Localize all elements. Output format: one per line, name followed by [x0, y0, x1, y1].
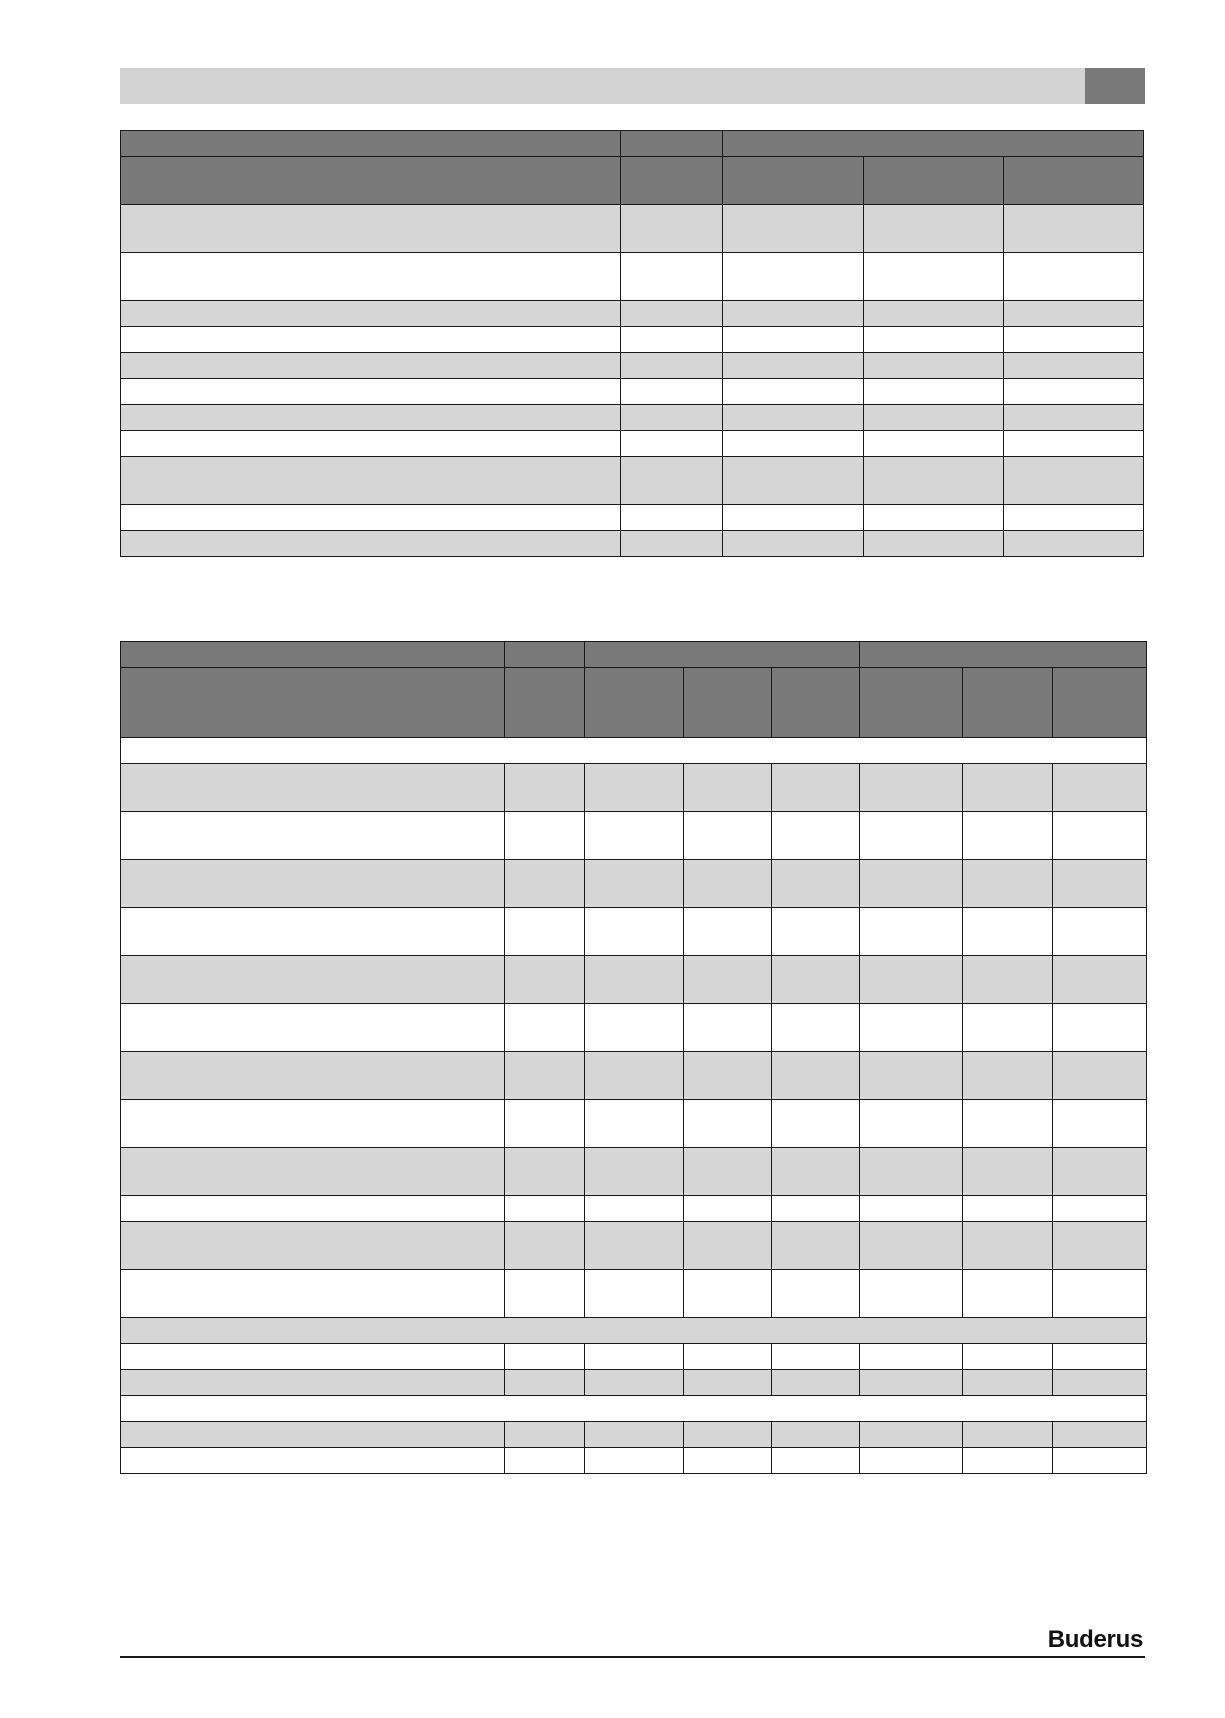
- page-header-bar: [120, 68, 1085, 104]
- table-cell: [585, 1422, 684, 1448]
- table-cell: [772, 1222, 860, 1270]
- table-cell: [621, 457, 723, 505]
- table-cell: [772, 1052, 860, 1100]
- table-cell: [863, 301, 1003, 327]
- table-cell: [121, 642, 505, 668]
- table-cell: [772, 1370, 860, 1396]
- table-cell: [121, 431, 621, 457]
- technical-data-table-2: [120, 641, 1147, 1474]
- table-cell: [963, 1222, 1053, 1270]
- table-cell: [1053, 956, 1147, 1004]
- table-cell: [772, 764, 860, 812]
- table-cell: [860, 1370, 963, 1396]
- table-cell: [585, 642, 860, 668]
- table-row: [121, 405, 1144, 431]
- table-cell: [121, 405, 621, 431]
- table-cell: [121, 131, 621, 157]
- table-cell: [121, 1222, 505, 1270]
- table-cell: [585, 1344, 684, 1370]
- table-cell: [621, 531, 723, 557]
- table-cell: [684, 1100, 772, 1148]
- table-cell: [723, 405, 863, 431]
- table-cell: [684, 812, 772, 860]
- table-cell: [505, 860, 585, 908]
- table-cell: [860, 1270, 963, 1318]
- table-row: [121, 1004, 1147, 1052]
- table-cell: [121, 327, 621, 353]
- table-cell: [684, 1148, 772, 1196]
- table-cell: [684, 908, 772, 956]
- table-cell: [505, 1004, 585, 1052]
- table-cell: [505, 668, 585, 738]
- table-cell: [723, 253, 863, 301]
- table-cell: [1053, 908, 1147, 956]
- table-cell: [1053, 1222, 1147, 1270]
- table-cell: [1053, 812, 1147, 860]
- table-cell: [585, 860, 684, 908]
- table-cell: [505, 1270, 585, 1318]
- table-cell: [723, 531, 863, 557]
- table-cell: [863, 405, 1003, 431]
- table-cell: [860, 1196, 963, 1222]
- table-row: [121, 668, 1147, 738]
- table-cell: [963, 1370, 1053, 1396]
- table-cell: [505, 764, 585, 812]
- table-row: [121, 908, 1147, 956]
- table-row: [121, 764, 1147, 812]
- table-cell: [121, 1148, 505, 1196]
- table-cell: [121, 908, 505, 956]
- table-cell: [1003, 531, 1143, 557]
- table-cell: [121, 1422, 505, 1448]
- table-cell: [1053, 668, 1147, 738]
- table-cell: [621, 157, 723, 205]
- table-row: [121, 431, 1144, 457]
- table-cell: [121, 1370, 505, 1396]
- table-cell: [121, 505, 621, 531]
- table-cell: [621, 353, 723, 379]
- table-cell: [963, 1196, 1053, 1222]
- table-row: [121, 1448, 1147, 1474]
- table-cell: [1003, 301, 1143, 327]
- table-cell: [963, 764, 1053, 812]
- table-cell: [1053, 1052, 1147, 1100]
- table-cell: [860, 1004, 963, 1052]
- table-cell: [772, 1422, 860, 1448]
- table-row: [121, 1370, 1147, 1396]
- table-cell: [772, 1448, 860, 1474]
- table-cell: [505, 642, 585, 668]
- table-cell: [863, 205, 1003, 253]
- table-cell: [772, 1148, 860, 1196]
- table-cell: [860, 668, 963, 738]
- table-cell: [772, 908, 860, 956]
- table-cell: [860, 1148, 963, 1196]
- table-cell: [1003, 353, 1143, 379]
- table-cell: [585, 908, 684, 956]
- table-cell: [121, 738, 1147, 764]
- table-row: [121, 457, 1144, 505]
- table-cell: [505, 1448, 585, 1474]
- table-cell: [121, 1318, 1147, 1344]
- footer-divider: [120, 1656, 1145, 1658]
- table-cell: [1003, 379, 1143, 405]
- table-cell: [860, 1422, 963, 1448]
- table-cell: [121, 157, 621, 205]
- table-cell: [684, 1344, 772, 1370]
- table-cell: [723, 431, 863, 457]
- table-cell: [121, 1448, 505, 1474]
- table-cell: [1003, 505, 1143, 531]
- table-cell: [585, 1148, 684, 1196]
- table-cell: [621, 327, 723, 353]
- table-cell: [684, 1196, 772, 1222]
- table-row: [121, 812, 1147, 860]
- table-row: [121, 1344, 1147, 1370]
- table-cell: [772, 860, 860, 908]
- table-cell: [585, 956, 684, 1004]
- table-cell: [772, 1196, 860, 1222]
- table-cell: [505, 1222, 585, 1270]
- table-cell: [121, 1052, 505, 1100]
- table-cell: [684, 764, 772, 812]
- table-row: [121, 1148, 1147, 1196]
- table-cell: [1053, 764, 1147, 812]
- table-cell: [772, 1004, 860, 1052]
- table-cell: [621, 301, 723, 327]
- table-cell: [1053, 1270, 1147, 1318]
- table-cell: [621, 405, 723, 431]
- table-cell: [963, 956, 1053, 1004]
- table-cell: [621, 379, 723, 405]
- table-cell: [963, 908, 1053, 956]
- table-cell: [860, 1052, 963, 1100]
- table-cell: [621, 505, 723, 531]
- table-cell: [772, 812, 860, 860]
- table-cell: [505, 1370, 585, 1396]
- table-cell: [121, 301, 621, 327]
- table-row: [121, 738, 1147, 764]
- table-cell: [684, 860, 772, 908]
- table-row: [121, 379, 1144, 405]
- table-cell: [772, 1344, 860, 1370]
- table-cell: [1053, 1448, 1147, 1474]
- table-cell: [684, 1004, 772, 1052]
- table-cell: [860, 764, 963, 812]
- table-cell: [963, 1270, 1053, 1318]
- table-row: [121, 1318, 1147, 1344]
- table-cell: [505, 1148, 585, 1196]
- table-cell: [585, 812, 684, 860]
- table-cell: [860, 1100, 963, 1148]
- table-cell: [121, 668, 505, 738]
- table-cell: [723, 379, 863, 405]
- table-cell: [1053, 1100, 1147, 1148]
- table-cell: [1053, 860, 1147, 908]
- table-cell: [684, 1270, 772, 1318]
- table-cell: [1003, 431, 1143, 457]
- table-cell: [1003, 457, 1143, 505]
- table-cell: [684, 1448, 772, 1474]
- table-cell: [963, 668, 1053, 738]
- table-cell: [863, 505, 1003, 531]
- table-cell: [863, 457, 1003, 505]
- technical-data-table-1: [120, 130, 1144, 557]
- table-cell: [860, 1448, 963, 1474]
- table-cell: [585, 1222, 684, 1270]
- table-cell: [963, 1422, 1053, 1448]
- table-cell: [121, 1396, 1147, 1422]
- table-cell: [723, 157, 863, 205]
- table-cell: [1003, 405, 1143, 431]
- table-row: [121, 1100, 1147, 1148]
- table-cell: [723, 457, 863, 505]
- table-row: [121, 1422, 1147, 1448]
- table-cell: [121, 205, 621, 253]
- table-cell: [863, 531, 1003, 557]
- table-cell: [1053, 1196, 1147, 1222]
- table-cell: [963, 1148, 1053, 1196]
- table-cell: [585, 1370, 684, 1396]
- table-cell: [684, 1052, 772, 1100]
- table-row: [121, 1222, 1147, 1270]
- table-cell: [684, 1370, 772, 1396]
- table-cell: [121, 1004, 505, 1052]
- table-cell: [723, 505, 863, 531]
- table-cell: [121, 1196, 505, 1222]
- table-cell: [863, 431, 1003, 457]
- table-cell: [963, 812, 1053, 860]
- table-cell: [1053, 1148, 1147, 1196]
- table-cell: [585, 1448, 684, 1474]
- table-cell: [121, 353, 621, 379]
- table-cell: [121, 531, 621, 557]
- table-cell: [1003, 253, 1143, 301]
- table-cell: [121, 1270, 505, 1318]
- table-cell: [621, 253, 723, 301]
- table-cell: [505, 1100, 585, 1148]
- table-cell: [505, 812, 585, 860]
- table-cell: [863, 379, 1003, 405]
- table-cell: [505, 908, 585, 956]
- table-row: [121, 642, 1147, 668]
- table-cell: [121, 379, 621, 405]
- table-row: [121, 157, 1144, 205]
- table-cell: [585, 1270, 684, 1318]
- table-cell: [863, 157, 1003, 205]
- table-cell: [772, 668, 860, 738]
- table-row: [121, 1196, 1147, 1222]
- table-cell: [585, 1196, 684, 1222]
- table-cell: [723, 205, 863, 253]
- table-cell: [772, 1270, 860, 1318]
- table-cell: [684, 956, 772, 1004]
- table-cell: [121, 764, 505, 812]
- table-cell: [505, 1052, 585, 1100]
- table-cell: [1053, 1344, 1147, 1370]
- table-cell: [723, 327, 863, 353]
- table-row: [121, 353, 1144, 379]
- table-cell: [963, 1004, 1053, 1052]
- table-cell: [505, 956, 585, 1004]
- buderus-logo: Buderus: [1047, 1626, 1143, 1653]
- table-row: [121, 253, 1144, 301]
- table-cell: [772, 956, 860, 1004]
- table-cell: [585, 764, 684, 812]
- table-cell: [963, 1448, 1053, 1474]
- table-cell: [505, 1344, 585, 1370]
- table-cell: [684, 1422, 772, 1448]
- table-cell: [121, 1100, 505, 1148]
- table-cell: [723, 131, 1144, 157]
- table-row: [121, 505, 1144, 531]
- table-cell: [121, 1344, 505, 1370]
- table-row: [121, 531, 1144, 557]
- table-cell: [121, 956, 505, 1004]
- table-cell: [621, 205, 723, 253]
- table-cell: [723, 353, 863, 379]
- table-cell: [121, 812, 505, 860]
- table-row: [121, 327, 1144, 353]
- table-row: [121, 1396, 1147, 1422]
- table-row: [121, 1270, 1147, 1318]
- table-cell: [621, 131, 723, 157]
- table-row: [121, 860, 1147, 908]
- table-cell: [684, 668, 772, 738]
- table-cell: [860, 642, 1147, 668]
- table-cell: [860, 1344, 963, 1370]
- table-cell: [585, 1100, 684, 1148]
- table-cell: [1053, 1370, 1147, 1396]
- table-cell: [772, 1100, 860, 1148]
- table-cell: [963, 1344, 1053, 1370]
- table-row: [121, 205, 1144, 253]
- table-cell: [963, 1052, 1053, 1100]
- page-number-tab: [1085, 68, 1145, 104]
- table-cell: [860, 956, 963, 1004]
- table-cell: [1003, 205, 1143, 253]
- table-cell: [1053, 1004, 1147, 1052]
- table-row: [121, 131, 1144, 157]
- table-cell: [860, 908, 963, 956]
- table-row: [121, 301, 1144, 327]
- table-cell: [505, 1196, 585, 1222]
- table-cell: [121, 253, 621, 301]
- table-cell: [684, 1222, 772, 1270]
- table-cell: [860, 1222, 963, 1270]
- table-cell: [1053, 1422, 1147, 1448]
- table-row: [121, 956, 1147, 1004]
- table-cell: [621, 431, 723, 457]
- table-cell: [585, 1052, 684, 1100]
- table-cell: [121, 457, 621, 505]
- table-cell: [863, 253, 1003, 301]
- table-cell: [585, 668, 684, 738]
- table-cell: [863, 353, 1003, 379]
- table-cell: [1003, 157, 1143, 205]
- table-cell: [860, 812, 963, 860]
- table-cell: [1003, 327, 1143, 353]
- table-cell: [963, 1100, 1053, 1148]
- table-cell: [723, 301, 863, 327]
- table-cell: [121, 860, 505, 908]
- table-row: [121, 1052, 1147, 1100]
- table-cell: [963, 860, 1053, 908]
- table-cell: [585, 1004, 684, 1052]
- table-cell: [863, 327, 1003, 353]
- table-cell: [860, 860, 963, 908]
- table-cell: [505, 1422, 585, 1448]
